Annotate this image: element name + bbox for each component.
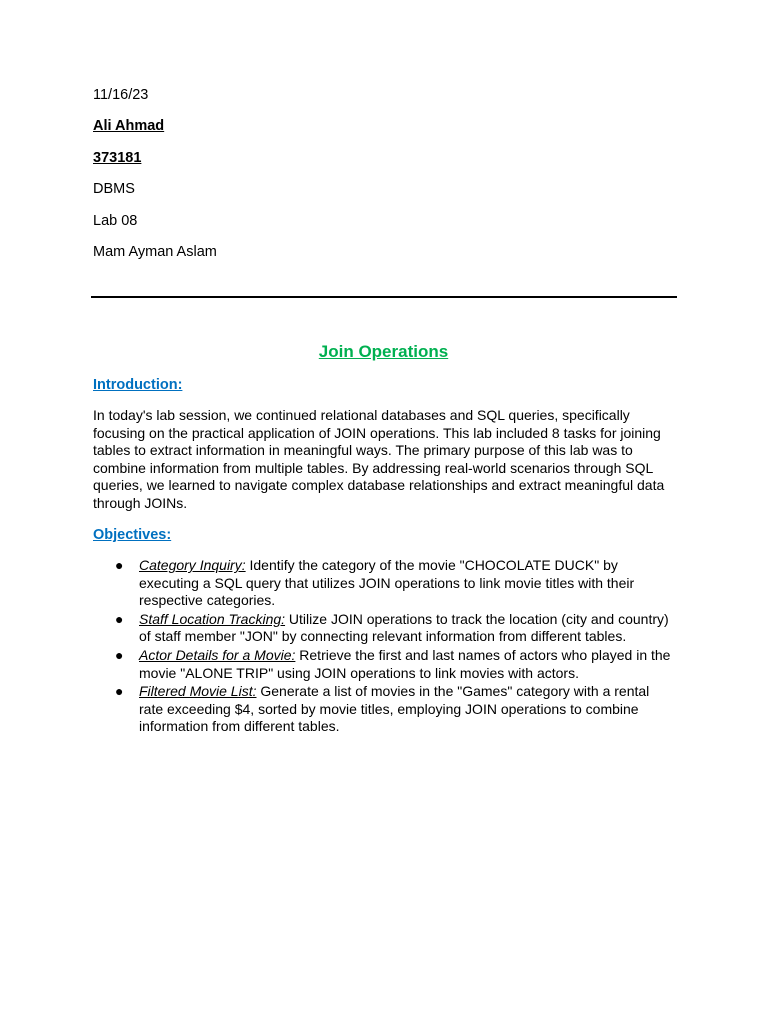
objective-item [93, 557, 677, 610]
document-header [93, 86, 677, 274]
objective-item [93, 611, 677, 646]
objective-text: Generate a list of movies in the "Games" category with a rental rate exceeding $4, sorted by movie titles, employing JOIN operations to combine information from different tables. [139, 683, 650, 735]
horizontal-divider [91, 296, 677, 298]
student-id: 373181 [93, 149, 142, 166]
date: 11/16/23 [93, 87, 149, 103]
objective-text: Utilize JOIN operations to track the location (city and country) of staff member "JON" by connecting relevant information from different tables. [139, 610, 669, 645]
objective-label: Actor Details for a Movie: [139, 646, 296, 663]
instructor-name: Mam Ayman Aslam [93, 243, 217, 260]
course-name: DBMS [93, 181, 135, 198]
objective-text: Identify the category of the movie "CHOCOLATE DUCK" by executing a SQL query that utilizes JOIN operations to link movie titles with their respective categories. [139, 557, 635, 609]
bullet-icon: ● [115, 683, 124, 700]
objectives-heading: Objectives: [93, 527, 172, 543]
objectives-list [93, 557, 677, 737]
lab-number: Lab 08 [93, 212, 138, 229]
objective-item [93, 683, 677, 736]
bullet-icon: ● [115, 557, 124, 573]
objective-text: Retrieve the first and last names of actors who played in the movie "ALONE TRIP" using JOIN operations to link movies with actors. [139, 646, 671, 681]
introduction-heading: Introduction: [93, 377, 183, 393]
student-name: Ali Ahmad [93, 118, 165, 135]
objective-label: Filtered Movie List: [139, 683, 257, 700]
bullet-icon: ● [115, 610, 124, 627]
objective-item [93, 647, 677, 682]
bullet-icon: ● [115, 646, 124, 663]
objective-label: Staff Location Tracking: [139, 610, 286, 627]
document-title: Join Operations [318, 342, 449, 361]
introduction-paragraph: In today's lab session, we continued relational databases and SQL queries, specifically focusing on the practical application of JOIN operations. This lab included 8 tasks for joining tables to extract information in meaningful ways. The primary purpose of this lab was to combine information from multiple tables. By addressing real-world scenarios through SQL queries, we learned to navigate complex database relationships and extract meaningful data through JOINs. [93, 407, 665, 511]
objective-label: Category Inquiry: [139, 557, 246, 573]
